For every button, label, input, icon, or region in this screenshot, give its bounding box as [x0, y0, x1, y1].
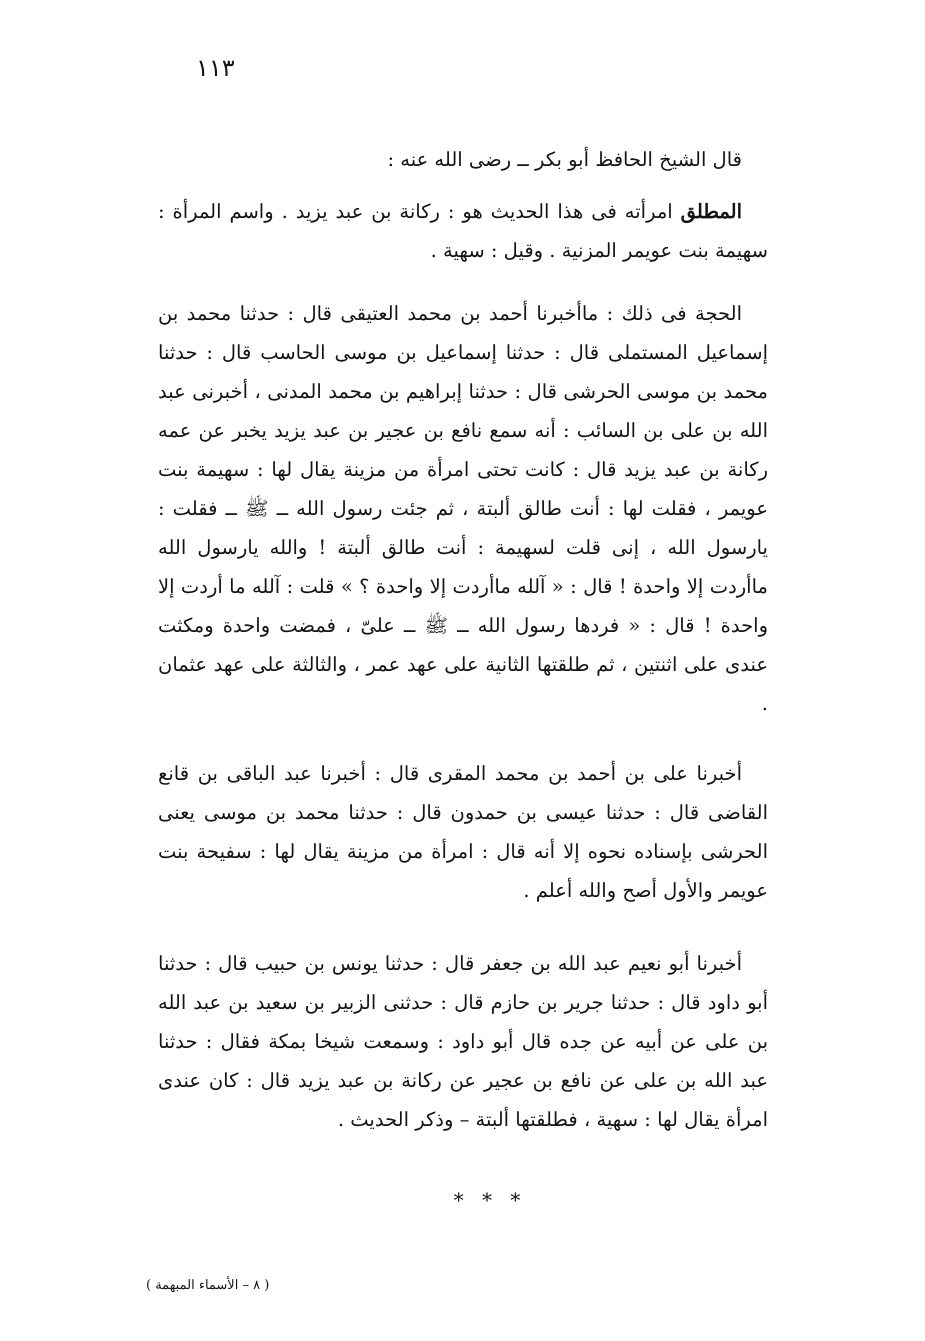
paragraph-4: [158, 944, 768, 1139]
paragraph-1: [158, 192, 768, 270]
paragraph-3-text: أخبرنا على بن أحمد بن محمد المقرى قال : أخبرنا عبد الباقى بن قانع القاضى قال : حدثنا عيسى بن حمدون قال : حدثنا محمد بن موسى يعنى الحرشى بإسناده نحوه إلا أنه قال : امرأة من مزينة يقال لها : سفيحة بنت عويمر والأول أصح والله أعلم .: [158, 762, 768, 902]
page-number: ١١٣: [196, 54, 235, 82]
paragraph-1-text: امرأته فى هذا الحديث هو : ركانة بن عبد يزيد . واسم المرأة : سهيمة بنت عويمر المزنية . وقيل : سهية .: [158, 200, 768, 262]
paragraph-2: [158, 294, 768, 723]
star-separator: * * *: [453, 1188, 527, 1212]
paragraph-3: [158, 754, 768, 910]
heading-line: [158, 140, 768, 179]
paragraph-4-text: أخبرنا أبو نعيم عبد الله بن جعفر قال : حدثنا يونس بن حبيب قال : حدثنا أبو داود قال : حدثنا جرير بن حازم قال : حدثنى الزبير بن سعيد بن عبد الله بن على عن أبيه عن جده قال أبو داود : وسمعت شيخا بمكة فقال : حدثنا عبد الله بن على عن نافع بن عجير عن ركانة بن عبد يزيد قال : كان عندى امرأة يقال لها : سهية ، فطلقتها ألبتة – وذكر الحديث .: [158, 952, 768, 1131]
footer-signature: ( ٨ – الأسماء المبهمة ): [146, 1278, 270, 1293]
paragraph-2-text: الحجة فى ذلك : ماأخبرنا أحمد بن محمد العتيقى قال : حدثنا محمد بن إسماعيل المستملى قال : حدثنا إسماعيل بن موسى الحاسب قال : حدثنا محمد بن موسى الحرشى قال : حدثنا إبراهيم بن محمد المدنى ، أخبرنى عبد الله بن على بن السائب : أنه سمع نافع بن عجير بن عبد يزيد يخبر عن عمه ركانة بن عبد يزيد قال : كانت تحتى امرأة من مزينة يقال لها : سهيمة بنت عويمر ، فقلت لها : أنت طالق ألبتة ، ثم جئت رسول الله ــ ﷺ ــ فقلت : يارسول الله ، إنى قلت لسهيمة : أنت طالق ألبتة ! والله يارسول الله ماأردت إلا واحدة ! قال : « آلله ماأردت إلا واحدة ؟ » قلت : آلله ما أردت إلا واحدة ! قال : « فردها رسول الله ــ ﷺ ــ علىّ ، فمضت واحدة ومكثت عندى على اثنتين ، ثم طلقتها الثانية على عهد عمر ، والثالثة على عهد عثمان .: [158, 302, 768, 715]
bold-lead-word: المطلق: [680, 200, 742, 223]
heading-text: قال الشيخ الحافظ أبو بكر ــ رضى الله عنه :: [387, 148, 742, 171]
